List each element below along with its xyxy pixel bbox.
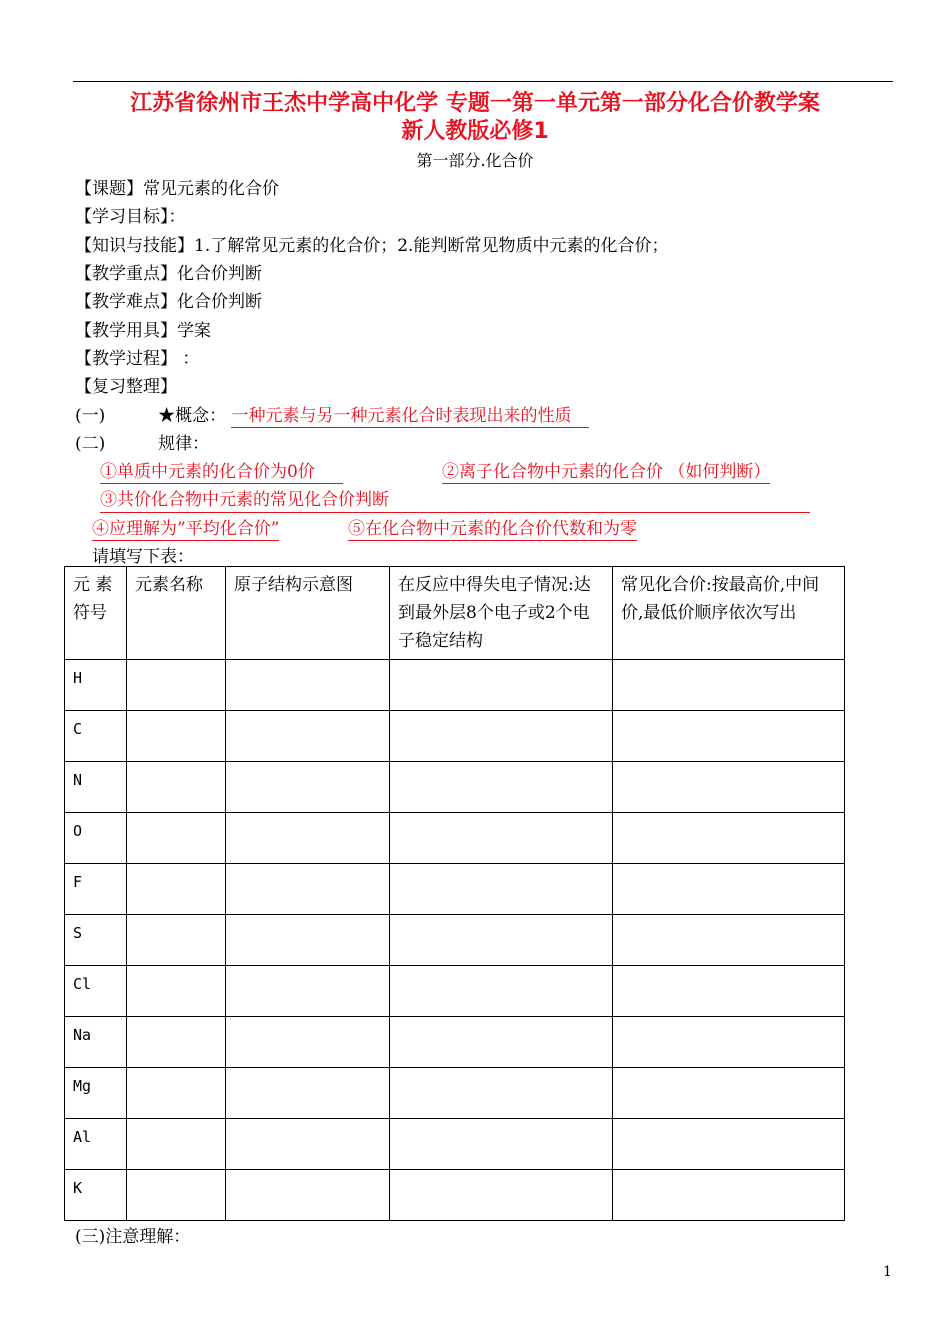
cell-valence[interactable]: [613, 1119, 845, 1170]
table-row: [65, 966, 845, 1017]
cell-valence[interactable]: [613, 864, 845, 915]
cell-symbol: O: [65, 813, 127, 864]
info-knowledge-skills: 【知识与技能】1.了解常见元素的化合价；2.能判断常见物质中元素的化合价；: [75, 236, 669, 256]
table-row: [65, 915, 845, 966]
concept-label: ★概念：: [158, 406, 227, 426]
section-subtitle: 第一部分.化合价: [416, 151, 534, 170]
rules-line: [75, 433, 209, 455]
info-tools: 【教学用具】学案: [75, 321, 211, 341]
rules-number: (二): [75, 434, 106, 454]
info-key-point: 【教学重点】化合价判断: [75, 264, 262, 284]
table-row: [65, 1068, 845, 1119]
cell-valence[interactable]: [613, 966, 845, 1017]
cell-electron[interactable]: [390, 711, 613, 762]
table-row: [65, 660, 845, 711]
document-title-line1: 江苏省徐州市王杰中学高中化学 专题一第一单元第一部分化合价教学案: [130, 91, 820, 116]
info-review: 【复习整理】: [75, 377, 177, 397]
cell-structure[interactable]: [226, 864, 390, 915]
cell-name[interactable]: [127, 813, 226, 864]
cell-structure[interactable]: [226, 762, 390, 813]
rule-3-line: [100, 489, 812, 513]
cell-valence[interactable]: [613, 1170, 845, 1221]
cell-structure[interactable]: [226, 966, 390, 1017]
cell-symbol: Al: [65, 1119, 127, 1170]
cell-name[interactable]: [127, 1119, 226, 1170]
rule-4-line: [92, 518, 279, 540]
table-body: [65, 660, 845, 1221]
cell-symbol: Mg: [65, 1068, 127, 1119]
rule-2: ②离子化合物中元素的化合价 （如何判断）: [442, 462, 771, 482]
cell-structure[interactable]: [226, 1017, 390, 1068]
rule-5: ⑤在化合物中元素的化合价代数和为零: [348, 519, 637, 539]
fill-prompt: 请填写下表：: [92, 547, 194, 567]
rule-4: ④应理解为”平均化合价”: [92, 519, 280, 539]
cell-structure[interactable]: [226, 1170, 390, 1221]
header-common-valence: 常见化合价:按最高价,中间价,最低价顺序依次写出: [613, 567, 845, 660]
cell-electron[interactable]: [390, 1170, 613, 1221]
cell-electron[interactable]: [390, 762, 613, 813]
cell-valence[interactable]: [613, 915, 845, 966]
rule-2-line: [442, 461, 770, 483]
cell-name[interactable]: [127, 1170, 226, 1221]
table-row: [65, 864, 845, 915]
cell-name[interactable]: [127, 864, 226, 915]
table-row: [65, 813, 845, 864]
cell-structure[interactable]: [226, 915, 390, 966]
info-topic: 【课题】常见元素的化合价: [75, 179, 279, 199]
header-electron-gain-loss: 在反应中得失电子情况:达到最外层8个电子或2个电子稳定结构: [390, 567, 613, 660]
rule-1-line: [100, 461, 343, 483]
cell-structure[interactable]: [226, 1119, 390, 1170]
element-table: [64, 566, 845, 1221]
cell-name[interactable]: [127, 762, 226, 813]
cell-name[interactable]: [127, 915, 226, 966]
header-name: 元素名称: [127, 567, 226, 660]
note-heading: (三)注意理解：: [75, 1227, 191, 1247]
cell-symbol: C: [65, 711, 127, 762]
cell-name[interactable]: [127, 660, 226, 711]
rule-3: ③共价化合物中元素的常见化合价判断: [100, 489, 810, 513]
header-rule: [73, 81, 893, 82]
cell-electron[interactable]: [390, 1017, 613, 1068]
cell-structure[interactable]: [226, 660, 390, 711]
cell-valence[interactable]: [613, 660, 845, 711]
table-header-row: [65, 567, 845, 660]
concept-line: [75, 405, 589, 427]
cell-valence[interactable]: [613, 1068, 845, 1119]
cell-valence[interactable]: [613, 711, 845, 762]
cell-symbol: Na: [65, 1017, 127, 1068]
cell-electron[interactable]: [390, 915, 613, 966]
rule-1: ①单质中元素的化合价为0价: [100, 462, 343, 484]
cell-symbol: F: [65, 864, 127, 915]
cell-electron[interactable]: [390, 966, 613, 1017]
header-structure: 原子结构示意图: [226, 567, 390, 660]
table-row: [65, 1017, 845, 1068]
cell-electron[interactable]: [390, 1119, 613, 1170]
cell-valence[interactable]: [613, 1017, 845, 1068]
cell-valence[interactable]: [613, 762, 845, 813]
cell-structure[interactable]: [226, 711, 390, 762]
cell-structure[interactable]: [226, 813, 390, 864]
cell-symbol: Cl: [65, 966, 127, 1017]
table-row: [65, 1119, 845, 1170]
info-difficulty: 【教学难点】化合价判断: [75, 292, 262, 312]
rules-label: 规律：: [158, 434, 210, 454]
cell-symbol: N: [65, 762, 127, 813]
table-row: [65, 762, 845, 813]
cell-valence[interactable]: [613, 813, 845, 864]
concept-number: (一): [75, 406, 106, 426]
cell-electron[interactable]: [390, 1068, 613, 1119]
cell-electron[interactable]: [390, 813, 613, 864]
header-symbol: 元 素符号: [65, 567, 127, 660]
cell-structure[interactable]: [226, 1068, 390, 1119]
document-title-line2: 新人教版必修1: [401, 119, 549, 144]
cell-name[interactable]: [127, 711, 226, 762]
cell-electron[interactable]: [390, 660, 613, 711]
table-row: [65, 1170, 845, 1221]
cell-name[interactable]: [127, 966, 226, 1017]
cell-name[interactable]: [127, 1017, 226, 1068]
info-objectives: 【学习目标】：: [75, 207, 186, 227]
table-row: [65, 711, 845, 762]
cell-symbol: S: [65, 915, 127, 966]
page-number: 1: [883, 1264, 892, 1280]
concept-text: 一种元素与另一种元素化合时表现出来的性质: [231, 406, 589, 428]
rule-5-line: [348, 518, 637, 540]
cell-electron[interactable]: [390, 864, 613, 915]
cell-name[interactable]: [127, 1068, 226, 1119]
info-process: 【教学过程】 ：: [75, 349, 200, 369]
cell-symbol: H: [65, 660, 127, 711]
cell-symbol: K: [65, 1170, 127, 1221]
